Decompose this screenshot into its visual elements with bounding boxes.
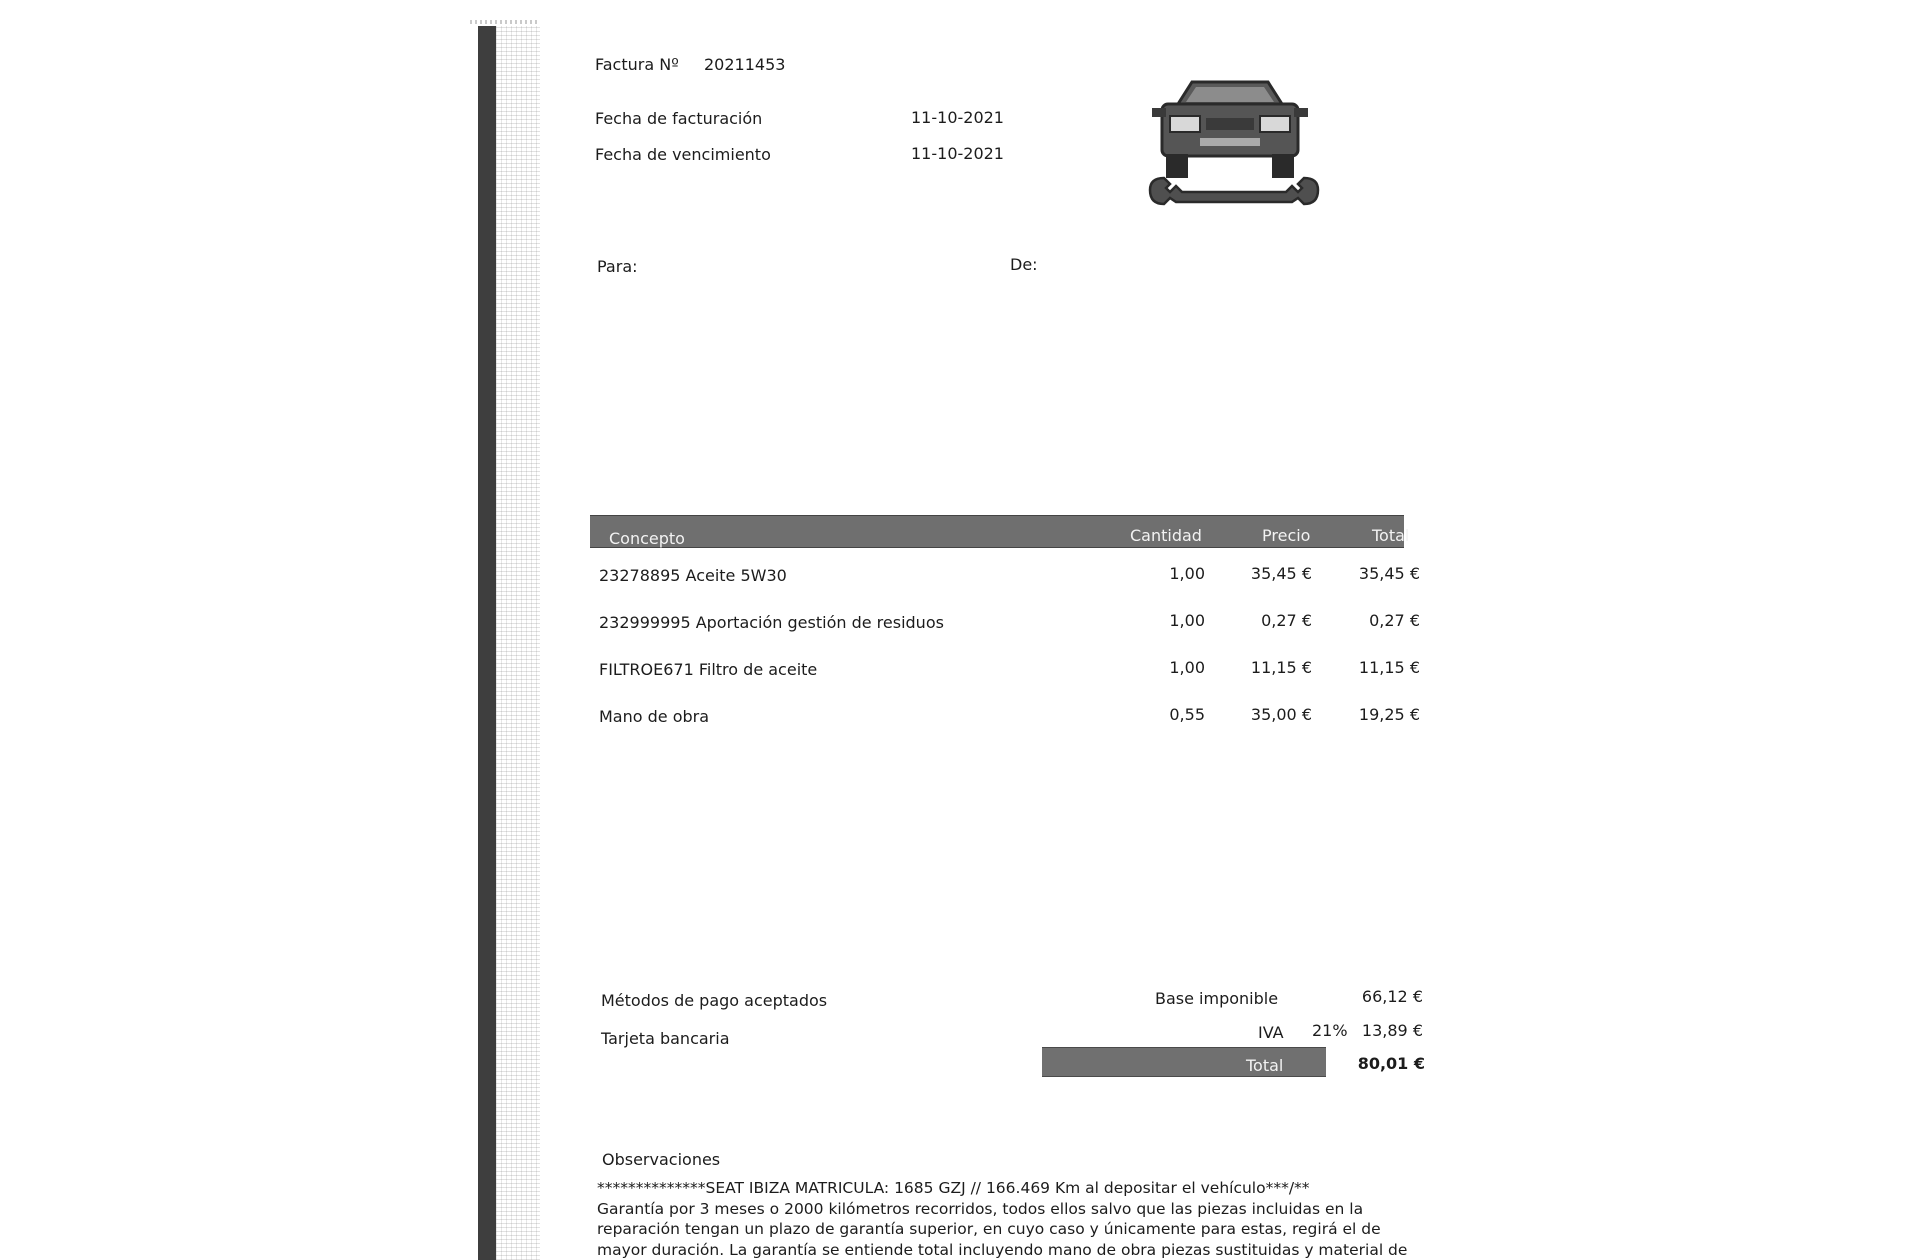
total-label: Total xyxy=(1246,1056,1284,1075)
row-concept: FILTROE671 Filtro de aceite xyxy=(599,660,818,679)
due-date: 11-10-2021 xyxy=(911,144,1004,163)
row-total: 0,27 € xyxy=(1369,611,1420,630)
to-label: Para: xyxy=(597,257,638,276)
invoice-number: 20211453 xyxy=(704,55,786,74)
row-total: 11,15 € xyxy=(1358,658,1420,677)
from-label: De: xyxy=(1010,255,1038,274)
total-bar xyxy=(1042,1047,1326,1077)
row-concept: 232999995 Aportación gestión de residuos xyxy=(599,613,944,632)
iva-label: IVA xyxy=(1258,1023,1284,1042)
observations-body xyxy=(597,1178,1417,1260)
iva-rate: 21% xyxy=(1312,1021,1348,1040)
row-price: 11,15 € xyxy=(1250,658,1312,677)
row-price: 35,45 € xyxy=(1250,564,1312,583)
base-label: Base imponible xyxy=(1155,989,1279,1008)
row-concept: 23278895 Aceite 5W30 xyxy=(599,566,787,585)
column-header-concept: Concepto xyxy=(609,529,685,548)
payment-method: Tarjeta bancaria xyxy=(601,1029,730,1048)
row-price: 35,00 € xyxy=(1250,705,1312,724)
column-header-qty: Cantidad xyxy=(1130,526,1202,545)
invoice-number-label: Factura Nº xyxy=(595,55,679,74)
scan-edge-top xyxy=(470,20,540,24)
scan-edge-bar xyxy=(478,26,496,1260)
observations-vehicle-line: **************SEAT IBIZA MATRICULA: 1685 GZJ // 166.469 Km al depositar el vehículo***/** xyxy=(597,1179,1310,1197)
row-qty: 1,00 xyxy=(1169,611,1205,630)
column-header-price: Precio xyxy=(1262,526,1311,545)
row-qty: 0,55 xyxy=(1169,705,1205,724)
total-value: 80,01 € xyxy=(1357,1054,1425,1073)
payment-methods-title: Métodos de pago aceptados xyxy=(601,991,828,1010)
iva-value: 13,89 € xyxy=(1361,1021,1423,1040)
base-value: 66,12 € xyxy=(1361,987,1423,1006)
issue-date: 11-10-2021 xyxy=(911,108,1004,127)
row-qty: 1,00 xyxy=(1169,658,1205,677)
row-concept: Mano de obra xyxy=(599,707,710,726)
observations-title: Observaciones xyxy=(602,1150,721,1169)
row-qty: 1,00 xyxy=(1169,564,1205,583)
scan-edge-noise xyxy=(496,26,540,1260)
row-total: 19,25 € xyxy=(1358,705,1420,724)
due-date-label: Fecha de vencimiento xyxy=(595,145,771,164)
observations-warranty-text: Garantía por 3 meses o 2000 kilómetros recorridos, todos ellos salvo que las piezas incluidas en la reparación tengan un plazo de garantía superior, en cuyo caso y únicamente para estas, regirá el de mayor duración. La garantía se entiende total incluyendo mano de obra piezas sustituidas y material de xyxy=(597,1199,1408,1259)
car-wrench-icon xyxy=(1140,74,1320,219)
column-header-total: Total xyxy=(1372,526,1410,545)
row-price: 0,27 € xyxy=(1261,611,1312,630)
row-total: 35,45 € xyxy=(1358,564,1420,583)
issue-date-label: Fecha de facturación xyxy=(595,109,763,128)
